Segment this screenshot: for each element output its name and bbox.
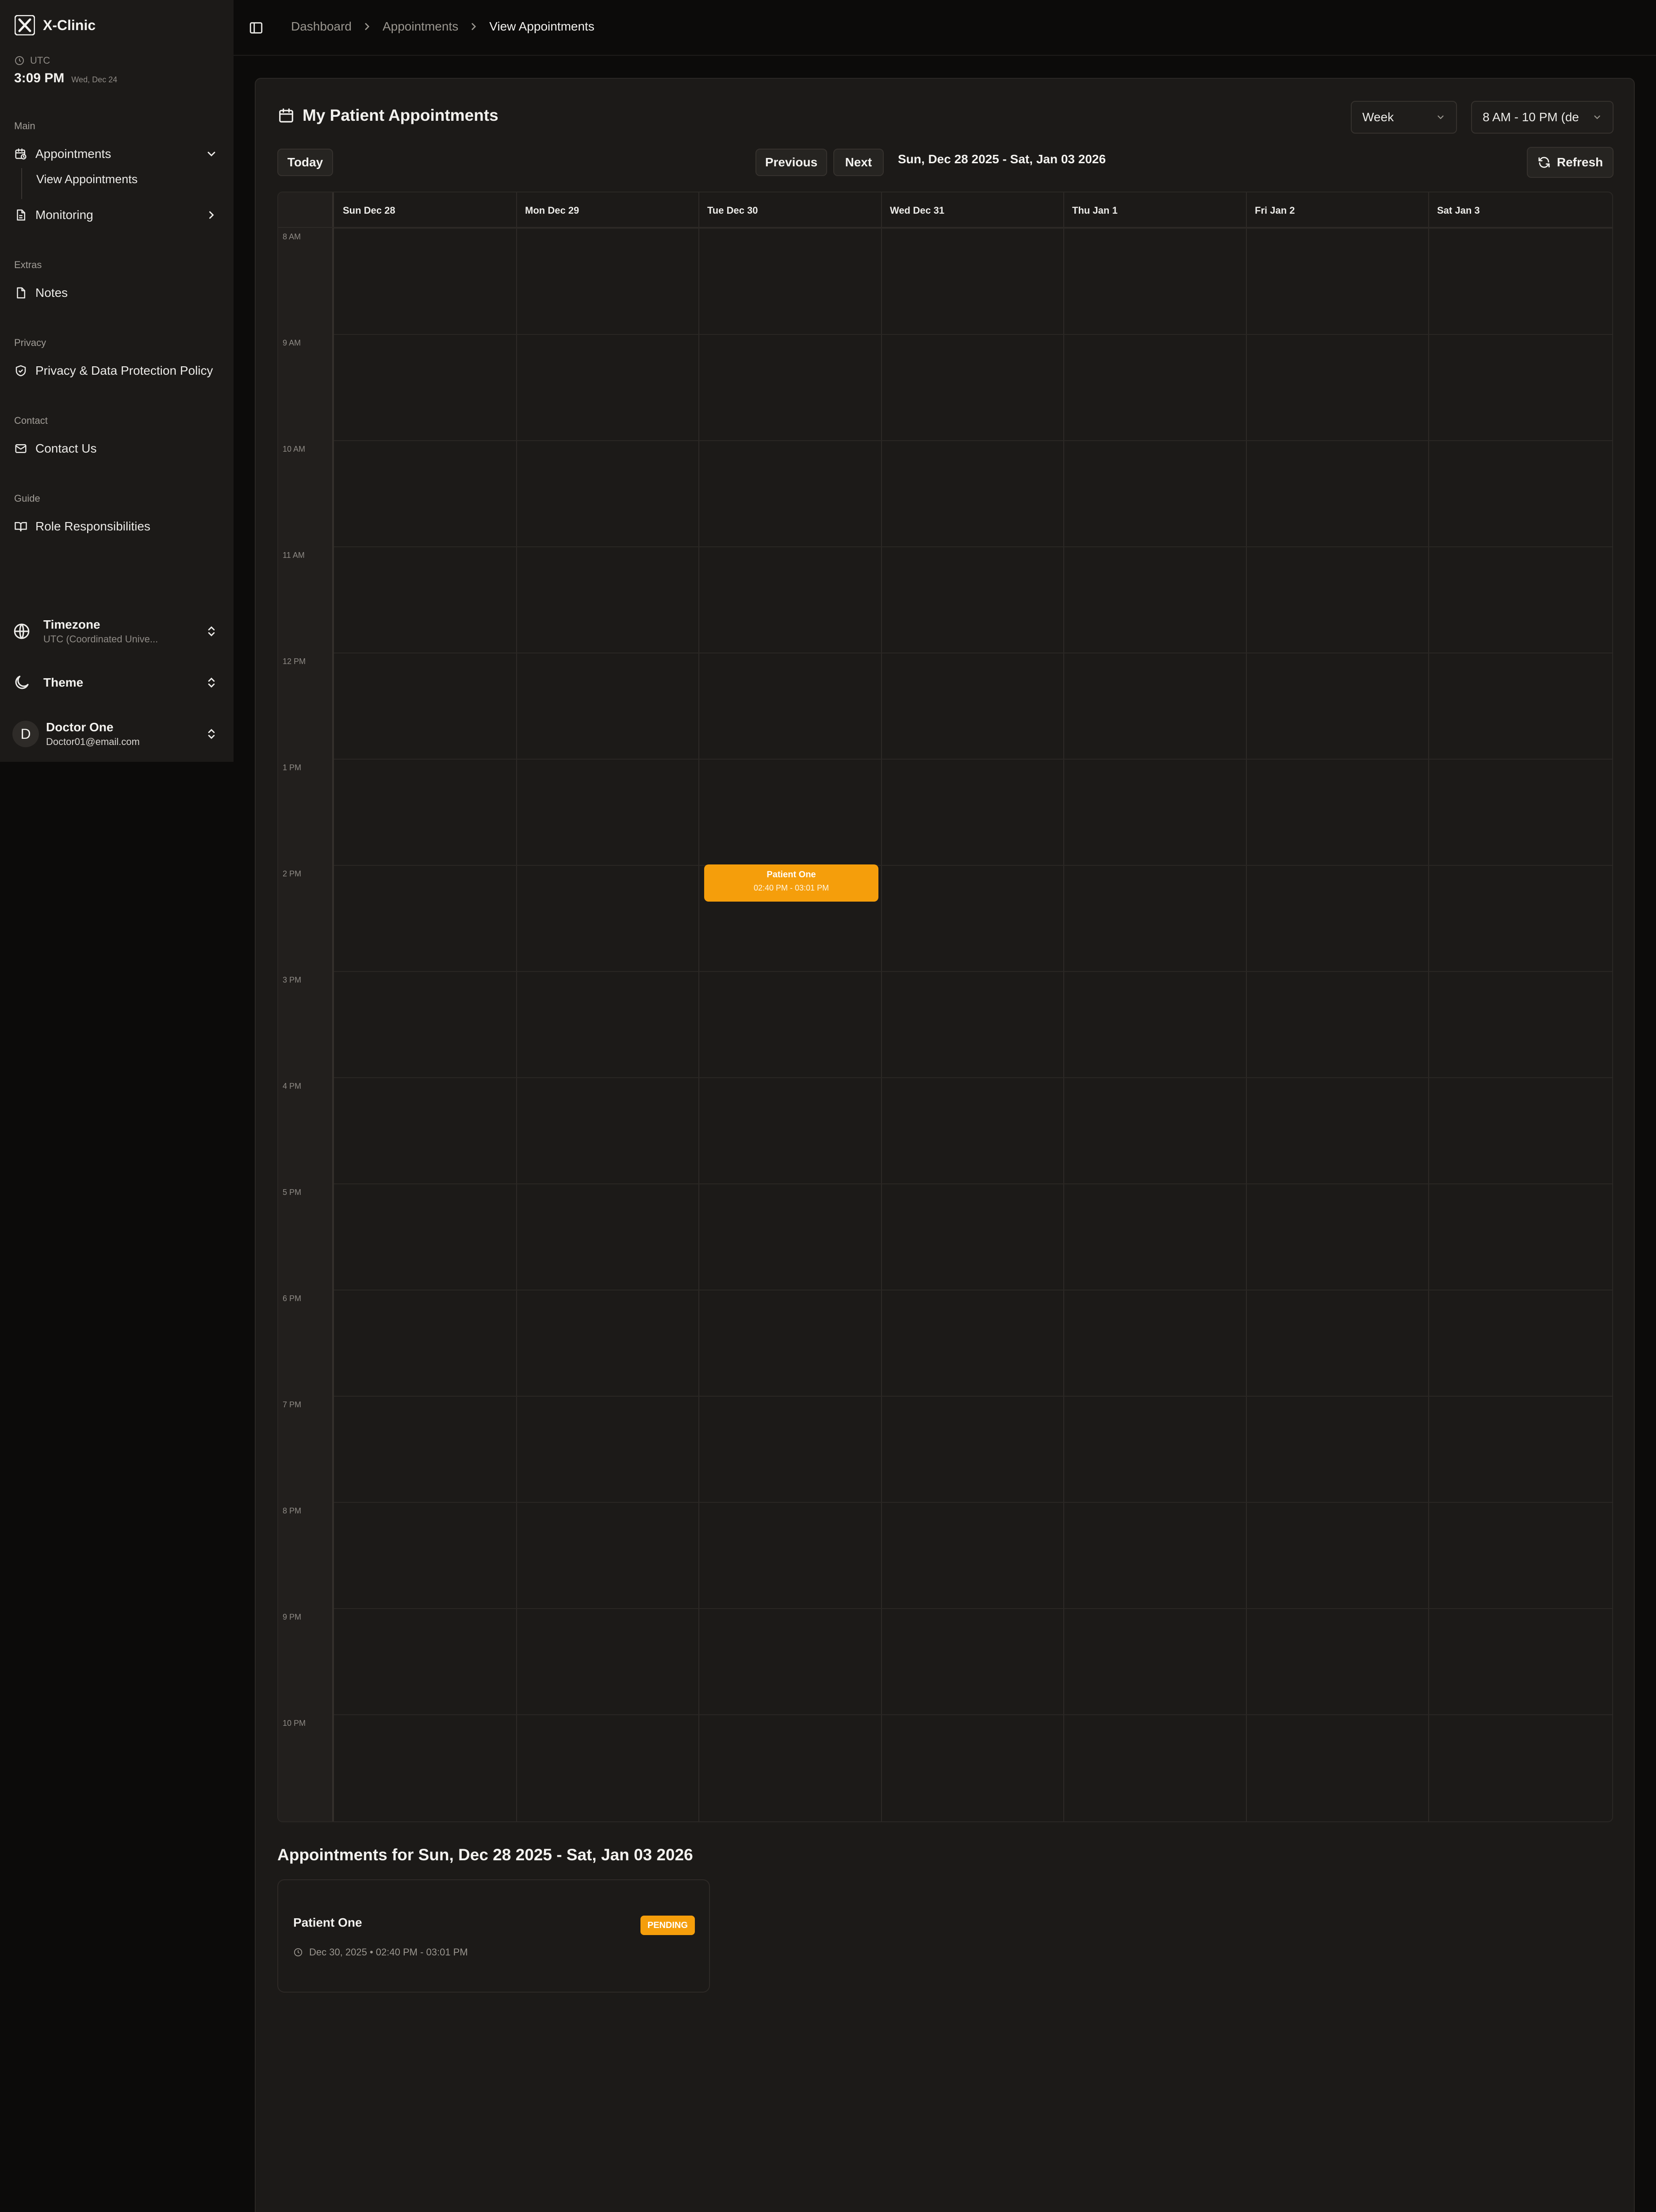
current-time <box>14 71 117 86</box>
clock-icon <box>293 1947 303 1957</box>
book-open-icon <box>14 520 27 533</box>
refresh-icon <box>1537 156 1551 169</box>
top-bar <box>234 0 1656 56</box>
breadcrumb <box>291 19 594 34</box>
sidebar-item-monitoring[interactable] <box>14 202 218 228</box>
hour-gridline <box>334 546 1612 547</box>
date-value: Wed, Dec 24 <box>71 75 118 84</box>
sidebar-item-label: Role Responsibilities <box>35 519 150 533</box>
calendar-event[interactable] <box>704 864 878 902</box>
sidebar-item-label: Notes <box>35 286 68 300</box>
theme-title: Theme <box>43 676 84 689</box>
date-range-label: Sun, Dec 28 2025 - Sat, Jan 03 2026 <box>898 152 1106 166</box>
group-label-guide: Guide <box>14 493 40 504</box>
view-select-value: Week <box>1362 110 1394 124</box>
timezone-switcher[interactable] <box>12 618 218 645</box>
sidebar-item-label: Contact Us <box>35 442 97 455</box>
mail-icon <box>14 442 27 455</box>
sidebar-item-appointments[interactable] <box>14 141 218 167</box>
refresh-label: Refresh <box>1556 155 1603 169</box>
hour-label: 5 PM <box>283 1188 302 1197</box>
sidebar-item-contact-us[interactable] <box>14 435 218 462</box>
timezone-value: UTC (Coordinated Unive... <box>43 634 158 645</box>
sidebar <box>0 0 234 762</box>
group-label-privacy: Privacy <box>14 337 46 348</box>
hour-gridline <box>334 865 1612 866</box>
sidebar-item-label: Appointments <box>35 147 111 161</box>
user-email: Doctor01@email.com <box>46 736 140 747</box>
appointments-card <box>255 78 1635 2212</box>
hour-gridline <box>334 1396 1612 1397</box>
hour-label: 2 PM <box>283 869 302 878</box>
day-header-thu: Thu Jan 1 <box>1072 205 1118 216</box>
hour-gridline <box>334 1608 1612 1609</box>
calendar-icon <box>278 107 295 124</box>
day-column-divider <box>881 192 882 1821</box>
hour-gridline <box>334 228 1612 229</box>
hour-gridline <box>334 1077 1612 1078</box>
chevrons-up-down-icon <box>205 625 218 637</box>
chevron-right-icon <box>468 21 479 32</box>
chevron-right-icon <box>361 21 373 32</box>
appointment-patient-name: Patient One <box>293 1916 362 1929</box>
card-header <box>278 106 498 125</box>
timezone-indicator <box>14 55 50 66</box>
hour-label: 4 PM <box>283 1082 302 1091</box>
hour-label: 8 AM <box>283 232 301 241</box>
hour-label: 9 PM <box>283 1613 302 1621</box>
globe-icon <box>12 622 31 641</box>
refresh-button[interactable] <box>1527 147 1614 178</box>
previous-button[interactable]: Previous <box>755 149 827 176</box>
hour-gridline <box>334 759 1612 760</box>
clock-icon <box>14 55 25 66</box>
hour-label: 9 AM <box>283 338 301 347</box>
chevrons-up-down-icon <box>205 676 218 689</box>
hour-label: 7 PM <box>283 1400 302 1409</box>
breadcrumb-dashboard[interactable]: Dashboard <box>291 19 352 33</box>
x-logo-icon <box>15 15 35 35</box>
day-header-row <box>278 192 1612 228</box>
day-header-tue: Tue Dec 30 <box>707 205 758 216</box>
sidebar-subitem-view-appointments[interactable]: View Appointments <box>36 173 138 186</box>
event-time: 02:40 PM - 03:01 PM <box>753 883 829 892</box>
hour-label: 1 PM <box>283 763 302 772</box>
file-icon <box>14 286 27 300</box>
hour-label: 3 PM <box>283 975 302 984</box>
chevron-down-icon <box>1592 112 1602 122</box>
theme-switcher[interactable] <box>12 673 218 692</box>
day-header-mon: Mon Dec 29 <box>525 205 579 216</box>
chevron-right-icon <box>205 209 218 221</box>
brand[interactable] <box>15 15 96 35</box>
avatar: D <box>12 721 39 747</box>
breadcrumb-view-appointments: View Appointments <box>489 19 594 33</box>
group-label-contact: Contact <box>14 415 48 426</box>
timezone-short: UTC <box>30 55 50 66</box>
hour-label: 6 PM <box>283 1294 302 1303</box>
shield-check-icon <box>14 364 27 377</box>
hour-gridline <box>334 1183 1612 1184</box>
hours-range-value: 8 AM - 10 PM (de <box>1483 110 1579 124</box>
day-column-divider <box>516 192 517 1821</box>
hour-gridline <box>334 334 1612 335</box>
sidebar-item-label: Monitoring <box>35 208 93 222</box>
hour-gridline <box>334 440 1612 441</box>
time-gutter <box>278 192 334 1821</box>
hour-gridline <box>334 971 1612 972</box>
appointments-list-title: Appointments for Sun, Dec 28 2025 - Sat, Jan 03 2026 <box>277 1846 693 1864</box>
page-title: My Patient Appointments <box>303 106 498 124</box>
calendar-clock-icon <box>14 147 27 161</box>
chevrons-up-down-icon <box>205 728 218 740</box>
user-name: Doctor One <box>46 720 114 734</box>
breadcrumb-appointments[interactable]: Appointments <box>382 19 459 33</box>
day-column-divider <box>1246 192 1247 1821</box>
group-label-extras: Extras <box>14 259 42 270</box>
day-header-sat: Sat Jan 3 <box>1437 205 1480 216</box>
moon-icon <box>12 673 31 692</box>
today-button[interactable]: Today <box>277 149 333 176</box>
group-label-main: Main <box>14 120 35 131</box>
sidebar-item-label: Privacy & Data Protection Policy <box>35 364 213 377</box>
sidebar-item-notes[interactable] <box>14 280 218 306</box>
chevron-down-icon <box>205 148 218 160</box>
day-header-sun: Sun Dec 28 <box>343 205 395 216</box>
timezone-title: Timezone <box>43 618 100 631</box>
day-column-divider <box>698 192 699 1821</box>
day-header-wed: Wed Dec 31 <box>890 205 945 216</box>
next-button[interactable]: Next <box>833 149 884 176</box>
appointment-datetime <box>293 1947 468 1958</box>
event-patient-name: Patient One <box>767 870 816 879</box>
submenu-guide-line <box>21 168 22 199</box>
week-calendar <box>277 192 1613 1822</box>
status-badge: PENDING <box>640 1916 695 1935</box>
day-column-divider <box>1063 192 1064 1821</box>
appointment-card[interactable] <box>277 1879 710 1993</box>
appointment-when: Dec 30, 2025 • 02:40 PM - 03:01 PM <box>309 1947 468 1958</box>
hour-gridline <box>334 1502 1612 1503</box>
user-menu[interactable] <box>12 720 218 748</box>
hour-label: 12 PM <box>283 657 306 666</box>
hour-label: 11 AM <box>283 551 305 560</box>
day-column-divider <box>1428 192 1429 1821</box>
sidebar-item-privacy-policy[interactable] <box>14 357 218 384</box>
chevron-down-icon <box>1436 112 1445 122</box>
hours-range-select[interactable] <box>1471 101 1614 134</box>
view-select[interactable] <box>1351 101 1457 134</box>
file-icon <box>14 208 27 222</box>
hour-gridline <box>334 1714 1612 1715</box>
panel-left-icon[interactable] <box>249 20 264 35</box>
app-name: X-Clinic <box>43 17 96 33</box>
day-header-fri: Fri Jan 2 <box>1255 205 1295 216</box>
hour-label: 10 PM <box>283 1719 306 1728</box>
hour-label: 8 PM <box>283 1506 302 1515</box>
hour-label: 10 AM <box>283 445 306 453</box>
time-value: 3:09 PM <box>14 71 65 85</box>
sidebar-item-role-responsibilities[interactable] <box>14 513 218 540</box>
